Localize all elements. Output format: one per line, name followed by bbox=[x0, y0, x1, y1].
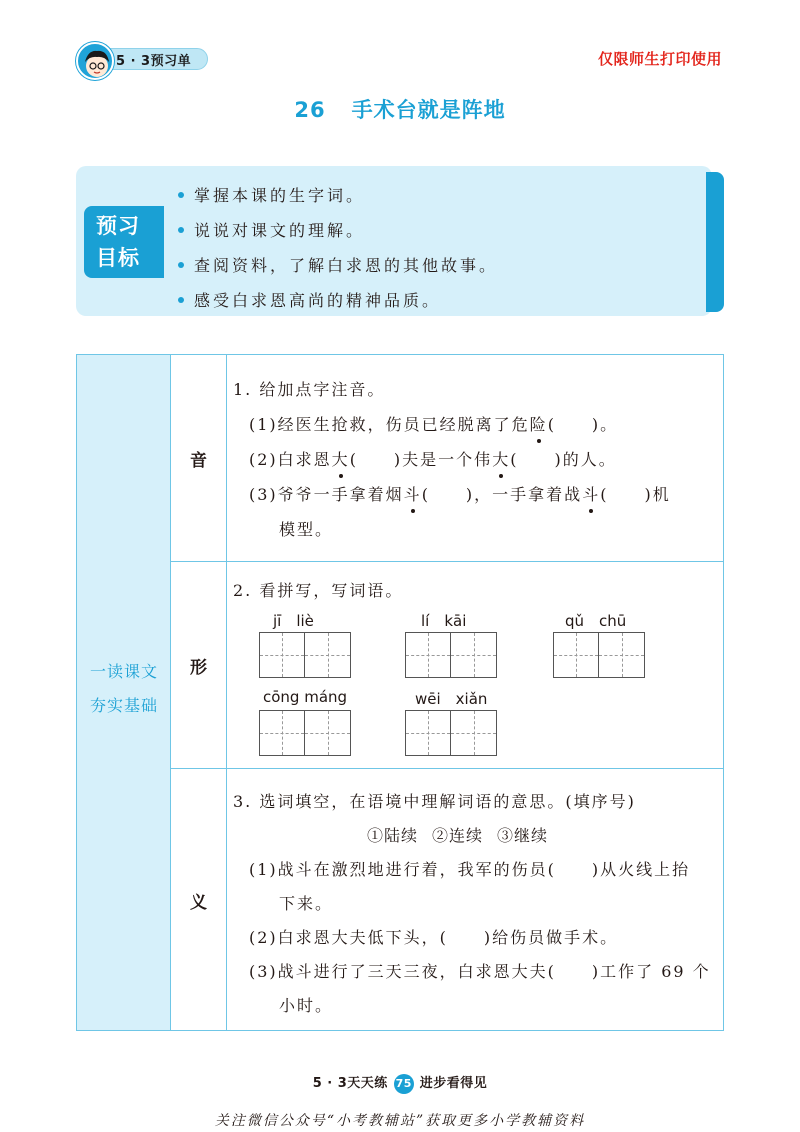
pinyin-label: qǔ chū bbox=[565, 612, 627, 630]
section-label: 一读课文 夯实基础 bbox=[89, 662, 158, 715]
series-badge bbox=[76, 42, 206, 76]
bullet-icon bbox=[178, 297, 184, 303]
goal-item: 查阅资料，了解白求恩的其他故事。 bbox=[178, 248, 498, 283]
goal-item: 掌握本课的生字词。 bbox=[178, 178, 498, 213]
bullet-icon bbox=[178, 262, 184, 268]
pinyin-box bbox=[405, 688, 497, 758]
bullet-icon bbox=[178, 227, 184, 233]
row-sound bbox=[171, 355, 723, 562]
footer-series: 5 · 3天天练 bbox=[312, 1076, 388, 1091]
goals-list bbox=[178, 178, 498, 318]
lesson-number: 26 bbox=[294, 98, 326, 122]
section-column bbox=[77, 355, 171, 1030]
pinyin-box bbox=[259, 610, 351, 680]
writing-grid[interactable] bbox=[405, 632, 497, 678]
question-line: (3)战斗进行了三天三夜，白求恩大夫( )工作了 69 个 bbox=[249, 962, 711, 981]
writing-grid[interactable] bbox=[259, 710, 351, 756]
question-title: 1. 给加点字注音。 bbox=[233, 380, 386, 399]
pinyin-box bbox=[553, 610, 645, 680]
answer-blank[interactable]: ( )。 bbox=[547, 415, 619, 434]
dotted-char: 斗 bbox=[404, 482, 422, 505]
row-form bbox=[171, 562, 723, 769]
answer-blank[interactable]: ( )机 bbox=[600, 485, 671, 504]
pinyin-label: jī liè bbox=[273, 612, 314, 630]
writing-grid[interactable] bbox=[405, 710, 497, 756]
row-head-meaning: 义 bbox=[171, 769, 227, 1031]
goals-label bbox=[84, 206, 164, 278]
question-line: (3)爷爷一手拿着烟斗( )，一手拿着战斗( )机 bbox=[249, 482, 671, 505]
row-body-meaning bbox=[227, 769, 723, 1031]
option-1: ①陆续 bbox=[367, 826, 419, 845]
question-line: (2)白求恩大( )夫是一个伟大( )的人。 bbox=[249, 447, 617, 470]
footer-slogan: 进步看得见 bbox=[419, 1076, 488, 1091]
goals-label-line2: 目标 bbox=[96, 246, 140, 270]
row-head-form: 形 bbox=[171, 562, 227, 768]
page-number: 75 bbox=[394, 1074, 414, 1094]
goals-panel-edge bbox=[706, 172, 724, 312]
goal-item: 感受白求恩高尚的精神品质。 bbox=[178, 283, 498, 318]
dotted-char: 大 bbox=[332, 447, 350, 470]
question-line-cont: 模型。 bbox=[279, 520, 334, 539]
question-line-cont: 小时。 bbox=[279, 996, 334, 1015]
writing-grid[interactable] bbox=[259, 632, 351, 678]
question-line: (1)战斗在激烈地进行着，我军的伤员( )从火线上抬 bbox=[249, 860, 691, 879]
badge-text: 5 · 3预习单 bbox=[116, 54, 192, 69]
goal-item: 说说对课文的理解。 bbox=[178, 213, 498, 248]
word-options bbox=[367, 823, 562, 846]
goals-label-line1: 预习 bbox=[96, 214, 140, 238]
mascot-icon bbox=[76, 42, 114, 80]
pinyin-label: lí kāi bbox=[421, 612, 467, 630]
writing-grid[interactable] bbox=[553, 632, 645, 678]
option-2: ②连续 bbox=[432, 826, 484, 845]
page-footer bbox=[0, 1072, 800, 1094]
question-line: (2)白求恩大夫低下头，( )给伤员做手术。 bbox=[249, 928, 619, 947]
answer-blank[interactable]: ( )夫是一个伟 bbox=[349, 450, 493, 469]
watermark-text: 关注微信公众号“小考教辅站”获取更多小学教辅资料 bbox=[214, 1113, 586, 1129]
pinyin-box bbox=[405, 610, 497, 680]
row-head-sound: 音 bbox=[171, 355, 227, 561]
answer-blank[interactable]: ( )的人。 bbox=[510, 450, 617, 469]
option-3: ③继续 bbox=[497, 826, 549, 845]
question-line-cont: 下来。 bbox=[279, 894, 334, 913]
lesson-name: 手术台就是阵地 bbox=[351, 98, 506, 122]
exercise-table bbox=[76, 354, 724, 1031]
question-line: (1)经医生抢救，伤员已经脱离了危险( )。 bbox=[249, 412, 618, 435]
dotted-char: 险 bbox=[530, 412, 548, 435]
pinyin-label: cōng máng bbox=[263, 688, 348, 706]
answer-blank[interactable]: ( )，一手拿着战 bbox=[421, 485, 583, 504]
pinyin-label: wēi xiǎn bbox=[415, 690, 488, 708]
question-title: 3. 选词填空，在语境中理解词语的意思。(填序号) bbox=[233, 792, 636, 811]
dotted-char: 大 bbox=[492, 447, 510, 470]
question-title: 2. 看拼写，写词语。 bbox=[233, 581, 404, 600]
bullet-icon bbox=[178, 192, 184, 198]
row-body-sound bbox=[227, 355, 723, 561]
lesson-title bbox=[0, 94, 800, 124]
print-restriction: 仅限师生打印使用 bbox=[597, 50, 722, 68]
dotted-char: 斗 bbox=[582, 482, 600, 505]
row-body-form bbox=[227, 562, 723, 768]
pinyin-box bbox=[259, 688, 351, 758]
row-meaning bbox=[171, 769, 723, 1031]
